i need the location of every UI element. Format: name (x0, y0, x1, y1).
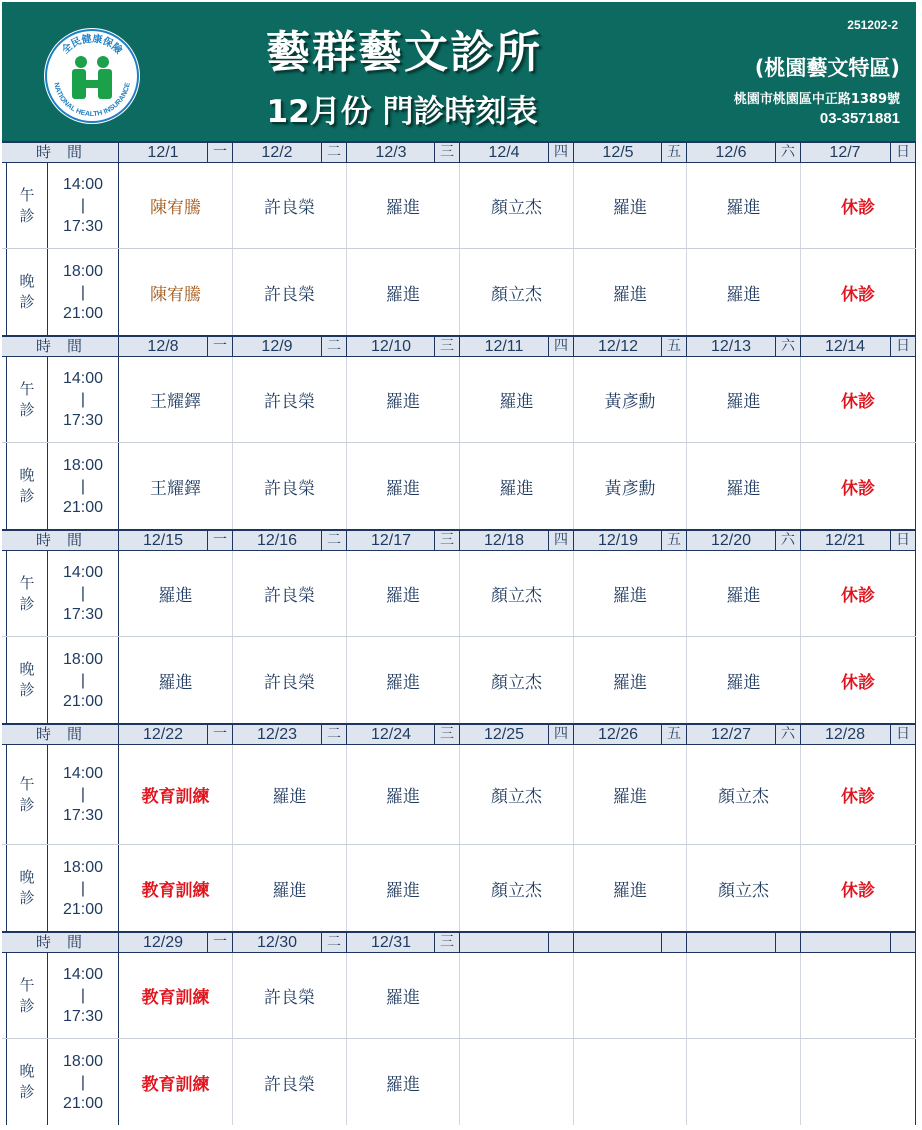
logo-ring-text: NATIONAL HEALTH INSURANCE (52, 82, 132, 119)
session-time-sep: | (80, 879, 86, 897)
doctor-slot: 教育訓練 (119, 745, 233, 844)
session-name (6, 357, 48, 442)
weekday-label (661, 933, 686, 952)
weekday-label: 二 (321, 933, 346, 952)
date-header-cell (574, 531, 687, 550)
doctor-slot: 羅進 (347, 1039, 460, 1125)
session-time-start: 14:00 (62, 564, 104, 581)
date-header-cell (574, 933, 687, 952)
time-column-header: 時間 (2, 337, 119, 356)
weekday-label: 日 (890, 531, 915, 550)
session-time-end: 21:00 (62, 900, 104, 918)
date-header-cell (347, 531, 460, 550)
evening-session-row (2, 443, 916, 529)
closed-slot: 休診 (801, 845, 916, 931)
clinic-phone: 03-3571881 (819, 110, 900, 127)
date-header-cell (233, 933, 347, 952)
date-header-cell (460, 143, 574, 162)
date-label: 12/27 (710, 726, 752, 743)
date-label: 12/19 (597, 532, 639, 549)
session-time-range (48, 249, 119, 335)
date-label: 12/21 (824, 532, 866, 549)
doctor-slot: 羅進 (119, 551, 233, 636)
session-time-sep: | (80, 477, 86, 495)
empty-slot (801, 953, 916, 1038)
date-header-cell (347, 143, 460, 162)
date-header-cell (460, 337, 574, 356)
date-label: 12/15 (142, 532, 184, 549)
weekday-label: 一 (207, 725, 232, 744)
weekday-label: 五 (661, 337, 686, 356)
logo-top-text: 全民健康保險 (60, 33, 124, 57)
weekday-label: 五 (661, 531, 686, 550)
doctor-slot: 羅進 (687, 163, 801, 248)
session-time-range (48, 443, 119, 529)
weekday-label: 五 (661, 725, 686, 744)
weekday-label: 六 (775, 337, 800, 356)
date-header-cell (801, 337, 916, 356)
doctor-slot: 顏立杰 (460, 249, 574, 335)
weekday-label: 二 (321, 531, 346, 550)
session-name-text: 晚診 (19, 466, 35, 505)
doctor-slot: 羅進 (347, 163, 460, 248)
date-label: 12/30 (256, 934, 298, 951)
date-label: 12/31 (370, 934, 412, 951)
session-name (6, 745, 48, 844)
weekday-label: 四 (548, 531, 573, 550)
session-name (6, 443, 48, 529)
week-block (2, 335, 916, 529)
date-header-cell (801, 531, 916, 550)
session-time-end: 21:00 (62, 692, 104, 710)
session-time-sep: | (80, 987, 86, 1004)
date-header-cell (347, 337, 460, 356)
date-label: 12/8 (147, 338, 179, 355)
doctor-slot: 許良榮 (233, 953, 347, 1038)
date-label: 12/13 (710, 338, 752, 355)
doctor-slot: 王耀鐸 (119, 357, 233, 442)
session-time-range (48, 637, 119, 723)
national-health-insurance-logo-icon (44, 28, 140, 124)
date-header-cell (460, 933, 574, 952)
clinic-schedule-table (2, 141, 916, 1125)
session-time-sep: | (80, 1073, 86, 1091)
weekday-label: 三 (434, 933, 459, 952)
session-time-end: 21:00 (62, 304, 104, 322)
doctor-slot: 羅進 (347, 551, 460, 636)
weekday-label (775, 933, 800, 952)
time-column-header: 時間 (2, 725, 119, 744)
week-header-row (2, 931, 916, 953)
session-name-text: 午診 (19, 774, 35, 814)
empty-slot (574, 1039, 687, 1125)
date-label: 12/2 (261, 144, 293, 161)
weekday-label: 一 (207, 337, 232, 356)
doctor-slot: 陳宥騰 (119, 249, 233, 335)
clinic-name: 藝群藝文診所 (266, 27, 542, 78)
date-header-cell (687, 143, 801, 162)
closed-slot: 休診 (801, 745, 916, 844)
session-name-text: 晚診 (19, 1062, 35, 1101)
date-label: 12/18 (483, 532, 525, 549)
session-time-range (48, 745, 119, 844)
closed-slot: 休診 (801, 357, 916, 442)
doctor-slot: 顏立杰 (460, 745, 574, 844)
week-block (2, 141, 916, 335)
doctor-slot: 羅進 (347, 443, 460, 529)
date-header-cell (687, 531, 801, 550)
weekday-label: 一 (207, 531, 232, 550)
weekday-label: 四 (548, 337, 573, 356)
date-label: 12/29 (142, 934, 184, 951)
doctor-slot: 王耀鐸 (119, 443, 233, 529)
session-time-end: 17:30 (62, 606, 104, 623)
date-label: 12/23 (256, 726, 298, 743)
date-label: 12/11 (484, 338, 524, 355)
session-name (6, 163, 48, 248)
time-column-header: 時間 (2, 531, 119, 550)
doctor-slot: 教育訓練 (119, 845, 233, 931)
date-header-cell (233, 143, 347, 162)
doctor-slot: 羅進 (233, 745, 347, 844)
doctor-slot: 羅進 (574, 163, 687, 248)
doctor-slot: 羅進 (233, 845, 347, 931)
doctor-slot: 教育訓練 (119, 1039, 233, 1125)
session-time-sep: | (80, 671, 86, 689)
weekday-label (548, 933, 573, 952)
doctor-slot: 羅進 (574, 551, 687, 636)
doctor-slot: 羅進 (460, 357, 574, 442)
session-time-sep: | (80, 391, 86, 408)
doctor-slot: 許良榮 (233, 443, 347, 529)
weekday-label: 日 (890, 725, 915, 744)
empty-slot (574, 953, 687, 1038)
date-header-cell (233, 725, 347, 744)
afternoon-session-row (2, 357, 916, 443)
doctor-slot: 羅進 (687, 357, 801, 442)
doctor-slot: 羅進 (347, 845, 460, 931)
week-header-row (2, 723, 916, 745)
empty-slot (687, 1039, 801, 1125)
date-label: 12/4 (488, 144, 520, 161)
doctor-slot: 許良榮 (233, 163, 347, 248)
time-column-header: 時間 (2, 933, 119, 952)
date-label (801, 933, 889, 952)
closed-slot: 休診 (801, 443, 916, 529)
weekday-label: 三 (434, 531, 459, 550)
afternoon-session-row (2, 953, 916, 1039)
date-label: 12/16 (256, 532, 298, 549)
doctor-slot: 羅進 (347, 249, 460, 335)
week-block (2, 723, 916, 931)
weekday-label: 四 (548, 143, 573, 162)
doctor-slot: 羅進 (119, 637, 233, 723)
empty-slot (460, 953, 574, 1038)
session-time-end: 17:30 (62, 218, 104, 235)
date-header-cell (574, 143, 687, 162)
date-label (460, 933, 548, 952)
date-header-cell (347, 933, 460, 952)
date-label: 12/12 (597, 338, 639, 355)
weekday-label: 日 (890, 143, 915, 162)
session-time-sep: | (80, 283, 86, 301)
date-label: 12/5 (602, 144, 634, 161)
session-time-end: 21:00 (62, 498, 104, 516)
session-time-start: 18:00 (62, 262, 104, 280)
clinic-address: 桃園市桃園區中正路1389號 (733, 92, 900, 107)
date-header-cell (574, 725, 687, 744)
doctor-slot: 黃彥勳 (574, 357, 687, 442)
closed-slot: 休診 (801, 551, 916, 636)
session-time-range (48, 357, 119, 442)
weekday-label: 一 (207, 933, 232, 952)
date-header-cell (687, 933, 801, 952)
doctor-slot: 羅進 (347, 953, 460, 1038)
time-column-header: 時間 (2, 143, 119, 162)
weekday-label: 六 (775, 143, 800, 162)
evening-session-row (2, 845, 916, 931)
session-time-range (48, 551, 119, 636)
doctor-slot: 許良榮 (233, 637, 347, 723)
session-name-text: 午診 (19, 185, 35, 225)
closed-slot: 休診 (801, 249, 916, 335)
session-time-end: 17:30 (62, 807, 104, 824)
doctor-slot: 羅進 (574, 745, 687, 844)
session-time-end: 17:30 (62, 412, 104, 429)
weekday-label: 四 (548, 725, 573, 744)
doctor-slot: 羅進 (687, 443, 801, 529)
session-time-range (48, 163, 119, 248)
session-name-text: 午診 (19, 379, 35, 419)
date-label: 12/24 (370, 726, 412, 743)
weekday-label: 二 (321, 337, 346, 356)
doctor-slot: 羅進 (347, 637, 460, 723)
doctor-slot: 許良榮 (233, 249, 347, 335)
date-label: 12/3 (375, 144, 407, 161)
session-time-sep: | (80, 786, 86, 803)
doctor-slot: 羅進 (687, 551, 801, 636)
document-code: 251202-2 (847, 18, 898, 32)
weekday-label: 二 (321, 143, 346, 162)
week-block (2, 931, 916, 1125)
doctor-slot: 顏立杰 (687, 845, 801, 931)
date-label (574, 933, 662, 952)
date-label: 12/20 (710, 532, 752, 549)
session-name (6, 953, 48, 1038)
doctor-slot: 羅進 (347, 357, 460, 442)
weekday-label: 三 (434, 143, 459, 162)
date-header-cell (460, 725, 574, 744)
date-header-cell (801, 725, 916, 744)
closed-slot: 休診 (801, 637, 916, 723)
session-name-text: 晚診 (19, 868, 35, 907)
date-header-cell (687, 337, 801, 356)
week-block (2, 529, 916, 723)
doctor-slot: 顏立杰 (460, 163, 574, 248)
session-time-start: 18:00 (62, 650, 104, 668)
session-name-text: 晚診 (19, 272, 35, 311)
weekday-label: 六 (775, 531, 800, 550)
date-header-cell (574, 337, 687, 356)
date-label (687, 933, 775, 952)
session-name (6, 1039, 48, 1125)
session-name-text: 午診 (19, 573, 35, 613)
session-time-start: 18:00 (62, 456, 104, 474)
doctor-slot: 黃彥勳 (574, 443, 687, 529)
session-name (6, 845, 48, 931)
doctor-slot: 羅進 (574, 249, 687, 335)
date-label: 12/1 (147, 144, 179, 161)
evening-session-row (2, 1039, 916, 1125)
date-header-cell (119, 143, 233, 162)
date-header-cell (233, 337, 347, 356)
doctor-slot: 陳宥騰 (119, 163, 233, 248)
session-time-start: 18:00 (62, 858, 104, 876)
session-name (6, 551, 48, 636)
doctor-slot: 許良榮 (233, 551, 347, 636)
doctor-slot: 羅進 (460, 443, 574, 529)
schedule-title: 12月份 門診時刻表 (266, 94, 538, 130)
weekday-label: 三 (434, 337, 459, 356)
doctor-slot: 羅進 (574, 637, 687, 723)
weekday-label: 三 (434, 725, 459, 744)
doctor-slot: 顏立杰 (460, 637, 574, 723)
doctor-slot: 許良榮 (233, 357, 347, 442)
empty-slot (801, 1039, 916, 1125)
doctor-slot: 顏立杰 (687, 745, 801, 844)
doctor-slot: 羅進 (687, 249, 801, 335)
date-header-cell (687, 725, 801, 744)
date-label: 12/22 (142, 726, 184, 743)
weekday-label: 六 (775, 725, 800, 744)
date-label: 12/10 (370, 338, 412, 355)
session-time-end: 17:30 (62, 1008, 104, 1025)
evening-session-row (2, 249, 916, 335)
date-label: 12/14 (824, 338, 866, 355)
afternoon-session-row (2, 163, 916, 249)
session-time-start: 14:00 (62, 765, 104, 782)
doctor-slot: 許良榮 (233, 1039, 347, 1125)
closed-slot: 休診 (801, 163, 916, 248)
date-header-cell (801, 143, 916, 162)
session-time-end: 21:00 (62, 1094, 104, 1112)
date-header-cell (347, 725, 460, 744)
date-header-cell (119, 933, 233, 952)
session-name (6, 249, 48, 335)
session-time-start: 14:00 (62, 370, 104, 387)
week-header-row (2, 335, 916, 357)
date-header-cell (233, 531, 347, 550)
date-label: 12/7 (829, 144, 861, 161)
evening-session-row (2, 637, 916, 723)
weekday-label (890, 933, 915, 952)
logo-graphic (44, 28, 140, 124)
session-name-text: 晚診 (19, 660, 35, 699)
doctor-slot: 教育訓練 (119, 953, 233, 1038)
date-label: 12/26 (597, 726, 639, 743)
date-header-cell (119, 531, 233, 550)
doctor-slot: 羅進 (574, 845, 687, 931)
doctor-slot: 顏立杰 (460, 551, 574, 636)
empty-slot (460, 1039, 574, 1125)
weekday-label: 日 (890, 337, 915, 356)
session-time-range (48, 1039, 119, 1125)
date-label: 12/25 (483, 726, 525, 743)
date-label: 12/28 (824, 726, 866, 743)
date-header-cell (119, 725, 233, 744)
afternoon-session-row (2, 551, 916, 637)
session-time-range (48, 845, 119, 931)
session-time-start: 18:00 (62, 1052, 104, 1070)
empty-slot (687, 953, 801, 1038)
weekday-label: 一 (207, 143, 232, 162)
session-time-sep: | (80, 197, 86, 214)
session-time-sep: | (80, 585, 86, 602)
doctor-slot: 羅進 (347, 745, 460, 844)
branch-name: (桃園藝文特區) (754, 56, 900, 80)
date-header-cell (119, 337, 233, 356)
session-time-range (48, 953, 119, 1038)
date-header-cell (801, 933, 916, 952)
date-label: 12/6 (715, 144, 747, 161)
weekday-label: 二 (321, 725, 346, 744)
date-label: 12/9 (261, 338, 293, 355)
week-header-row (2, 529, 916, 551)
page-header (2, 2, 916, 141)
afternoon-session-row (2, 745, 916, 845)
doctor-slot: 羅進 (687, 637, 801, 723)
weekday-label: 五 (661, 143, 686, 162)
session-name (6, 637, 48, 723)
session-time-start: 14:00 (62, 966, 104, 983)
doctor-slot: 顏立杰 (460, 845, 574, 931)
date-label: 12/17 (370, 532, 412, 549)
session-name-text: 午診 (19, 975, 35, 1015)
session-time-start: 14:00 (62, 176, 104, 193)
date-header-cell (460, 531, 574, 550)
week-header-row (2, 141, 916, 163)
